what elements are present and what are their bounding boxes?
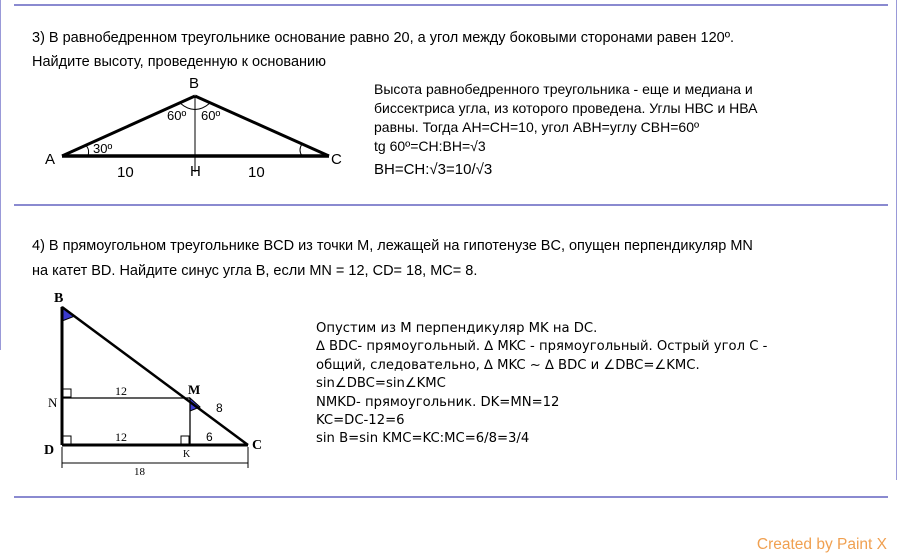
middle-divider [14, 204, 888, 206]
problem4-line2: на катет BD. Найдите синус угла B, если MN = 12, CD= 18, MC= 8. [32, 263, 478, 279]
label-C: C [252, 438, 263, 453]
explanation-line: sin B=sin KMC=KC:MC=6/8=3/4 [316, 431, 530, 447]
label-seg-right: 10 [248, 164, 265, 181]
label-A: A [45, 151, 56, 168]
problem4-explanation [316, 320, 767, 449]
credit-watermark: Created by Paint X [756, 536, 887, 553]
hypotenuse-BC [62, 307, 248, 445]
side-AB [62, 96, 195, 156]
label-angle-right: 60º [201, 108, 221, 123]
label-D: D [44, 443, 55, 458]
problem3-line2: Найдите высоту, проведенную к основанию [32, 54, 327, 70]
label-B: B [189, 75, 200, 92]
problem3-explanation [374, 80, 757, 179]
label-M: M [188, 382, 201, 397]
explanation-line: BH=CH:√3=10/√3 [374, 161, 493, 178]
explanation-line: KC=DC-12=6 [316, 413, 405, 429]
label-seg-left: 10 [117, 164, 134, 181]
explanation-line: ∆ BDC- прямоугольный. ∆ MKC - прямоугольный. Острый угол С - [316, 339, 768, 355]
right-angle-N [63, 389, 71, 397]
explanation-line: биссектриса угла, из которого проведена. Углы НВС и НВА [374, 100, 758, 116]
explanation-line: Высота равнобедренного треугольника - еще и медиана и [374, 81, 753, 97]
explanation-line: Опустим из M перпендикуляр MK на DC. [316, 321, 598, 336]
explanation-line: общий, следовательно, ∆ MKC ~ ∆ BDC и ∠DBC=∠KMC. [316, 357, 700, 373]
label-DC: 18 [134, 466, 145, 478]
angle-arc-C [300, 144, 302, 156]
label-C: C [331, 151, 342, 168]
explanation-line: равны. Тогда АН=СН=10, угол АВН=углу СВН=60º [374, 119, 700, 135]
top-divider [14, 4, 888, 6]
label-NM: 12 [115, 384, 127, 398]
problem3-statement [32, 26, 734, 74]
label-KC: 6 [206, 430, 213, 444]
left-edge-line [0, 0, 1, 350]
label-DK: 12 [115, 430, 127, 444]
problem3-triangle-figure [40, 74, 400, 184]
problem4-triangle-figure [40, 285, 290, 480]
bottom-divider [14, 496, 888, 498]
right-edge-line [896, 0, 897, 480]
explanation-line: NMKD- прямоугольник. DK=MN=12 [316, 394, 560, 410]
right-angle-K [181, 436, 189, 444]
label-H: H [190, 163, 201, 180]
explanation-line: tg 60º=CH:BH=√3 [374, 138, 486, 154]
problem4-statement [32, 234, 753, 284]
right-angle-D [63, 436, 71, 444]
label-angle-left: 60º [167, 108, 187, 123]
label-MC: 8 [216, 401, 223, 415]
side-BC [195, 96, 329, 156]
problem3-line1: 3) В равнобедренном треугольнике основание равно 20, а угол между боковыми сторонами равен 120º. [32, 30, 735, 46]
explanation-line: sin∠DBC=sin∠KMC [316, 376, 446, 392]
problem4-line1: 4) В прямоугольном треугольнике BCD из точки M, лежащей на гипотенузе BC, опущен перпендикуляр MN [32, 238, 753, 254]
label-angle-A: 30º [93, 141, 113, 156]
label-B: B [54, 291, 64, 306]
label-K: K [183, 449, 191, 460]
label-N: N [48, 395, 58, 410]
